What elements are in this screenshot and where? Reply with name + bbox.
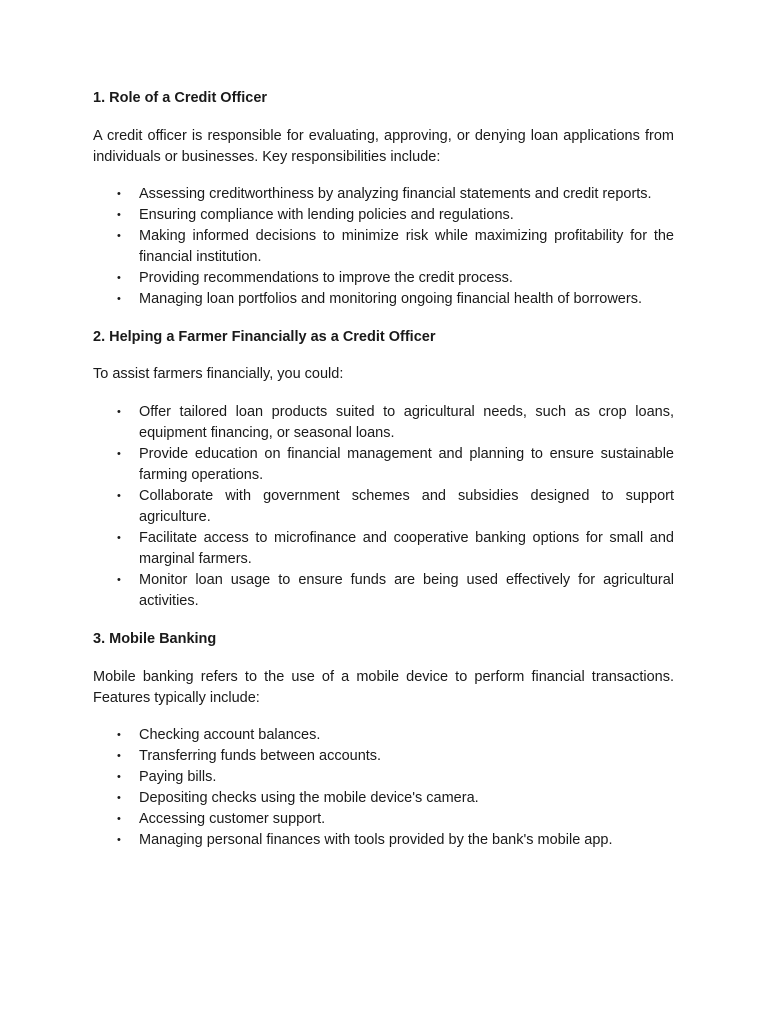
bullet-icon: •: [117, 490, 121, 502]
section-intro-paragraph: To assist farmers financially, you could:: [93, 366, 344, 382]
list-item-text: Checking account balances.: [139, 727, 321, 743]
list-item: [93, 205, 674, 226]
bullet-icon: •: [117, 448, 121, 460]
bullet-icon: •: [117, 834, 121, 846]
bullet-icon: •: [117, 230, 121, 242]
list-item: [93, 767, 674, 788]
list-item-text: Providing recommendations to improve the credit process.: [139, 270, 513, 286]
bullet-icon: •: [117, 406, 121, 418]
bullet-icon: •: [117, 293, 121, 305]
bullet-icon: •: [117, 209, 121, 221]
list-item: [93, 830, 674, 851]
list-item: [93, 402, 674, 444]
list-item: [93, 788, 674, 809]
section-intro-paragraph: A credit officer is responsible for evaluating, approving, or denying loan applications from individuals or businesses. Key responsibilities include:: [93, 128, 674, 165]
list-item: [93, 226, 674, 268]
list-item-text: Depositing checks using the mobile device's camera.: [139, 790, 479, 806]
bullet-list: [93, 402, 674, 612]
bullet-list: [93, 184, 674, 310]
list-item-text: Offer tailored loan products suited to agricultural needs, such as crop loans, equipment financing, or seasonal loans.: [139, 404, 674, 441]
section-intro-paragraph: Mobile banking refers to the use of a mobile device to perform financial transactions. Features typically include:: [93, 669, 674, 706]
section-heading: 2. Helping a Farmer Financially as a Credit Officer: [93, 329, 436, 345]
list-item: [93, 746, 674, 767]
section-role-of-credit-officer: [93, 88, 674, 310]
bullet-list: [93, 725, 674, 851]
bullet-icon: •: [117, 750, 121, 762]
bullet-icon: •: [117, 188, 121, 200]
list-item-text: Making informed decisions to minimize risk while maximizing profitability for the financial institution.: [139, 228, 674, 265]
list-item-text: Managing loan portfolios and monitoring ongoing financial health of borrowers.: [139, 291, 642, 307]
list-item-text: Accessing customer support.: [139, 811, 326, 827]
list-item-text: Assessing creditworthiness by analyzing financial statements and credit reports.: [139, 186, 652, 202]
list-item: [93, 184, 674, 205]
section-heading: 1. Role of a Credit Officer: [93, 90, 268, 106]
list-item-text: Transferring funds between accounts.: [139, 748, 382, 764]
list-item-text: Monitor loan usage to ensure funds are being used effectively for agricultural activities.: [139, 572, 674, 609]
bullet-icon: •: [117, 792, 121, 804]
list-item: [93, 268, 674, 289]
list-item: [93, 809, 674, 830]
list-item: [93, 570, 674, 612]
list-item: [93, 486, 674, 528]
section-heading: 3. Mobile Banking: [93, 631, 217, 647]
section-helping-farmer: [93, 327, 674, 612]
list-item-text: Facilitate access to microfinance and cooperative banking options for small and marginal farmers.: [139, 530, 674, 567]
bullet-icon: •: [117, 272, 121, 284]
section-mobile-banking: [93, 629, 674, 851]
bullet-icon: •: [117, 532, 121, 544]
list-item-text: Collaborate with government schemes and subsidies designed to support agriculture.: [139, 488, 674, 525]
bullet-icon: •: [117, 771, 121, 783]
bullet-icon: •: [117, 729, 121, 741]
list-item: [93, 444, 674, 486]
bullet-icon: •: [117, 813, 121, 825]
list-item-text: Paying bills.: [139, 769, 217, 785]
document-page: [93, 88, 674, 851]
list-item-text: Managing personal finances with tools provided by the bank's mobile app.: [139, 832, 613, 848]
list-item-text: Provide education on financial management and planning to ensure sustainable farming operations.: [139, 446, 674, 483]
bullet-icon: •: [117, 574, 121, 586]
list-item: [93, 289, 674, 310]
list-item: [93, 528, 674, 570]
list-item: [93, 725, 674, 746]
list-item-text: Ensuring compliance with lending policies and regulations.: [139, 207, 514, 223]
